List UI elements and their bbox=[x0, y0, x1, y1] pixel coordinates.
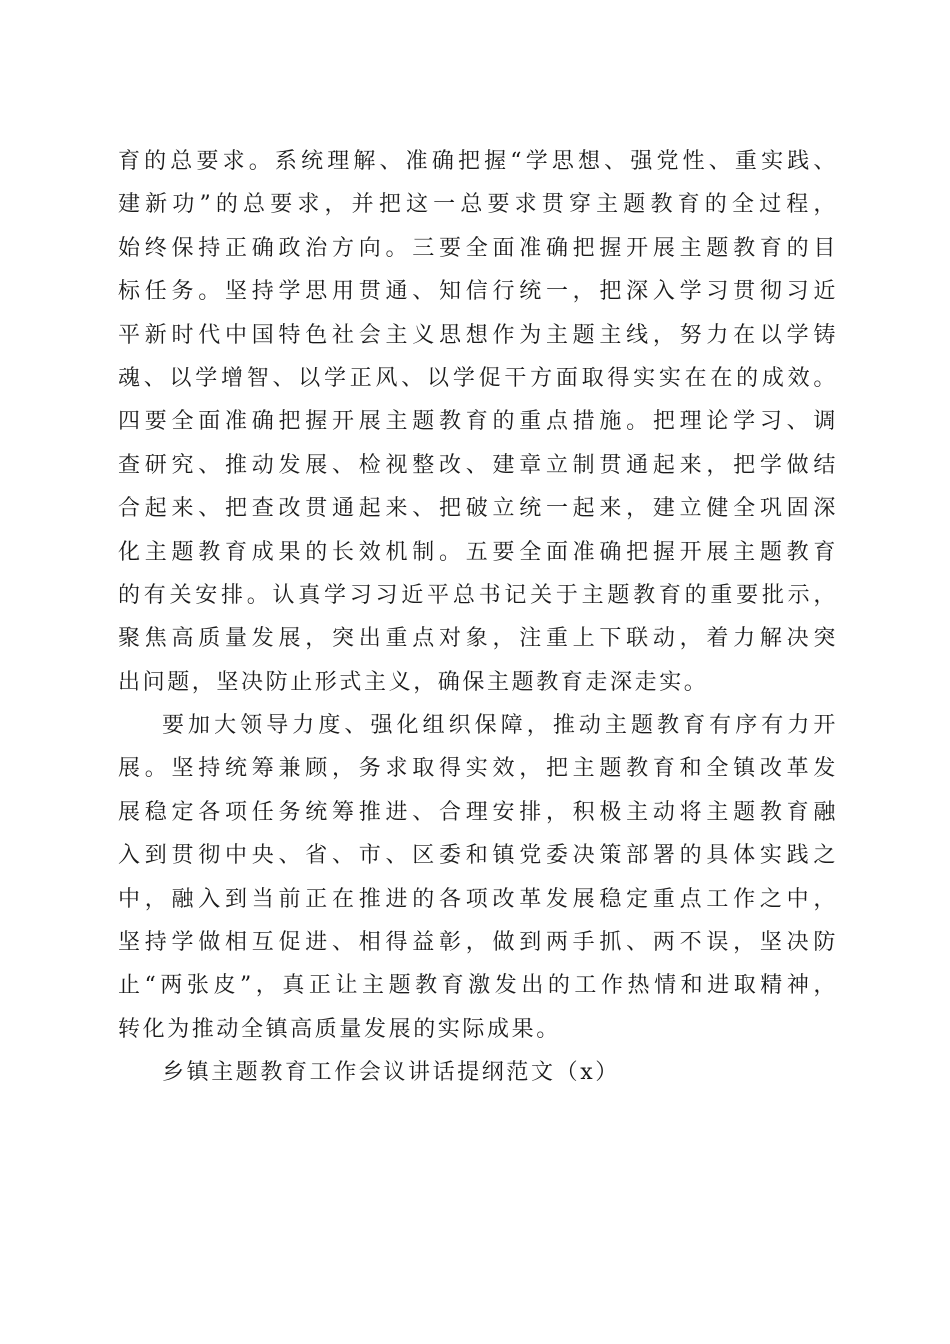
text-line: 育的总要求。系统理解、准确把握“学思想、强党性、重实践、 bbox=[118, 149, 838, 174]
text-line: 聚焦高质量发展，突出重点对象，注重上下联动，着力解决突 bbox=[118, 626, 838, 652]
paragraph-2 bbox=[118, 704, 838, 1051]
document-title-paragraph bbox=[118, 1051, 838, 1094]
text-line: 平新时代中国特色社会主义思想作为主题主线，努力在以学铸 bbox=[118, 322, 838, 348]
text-line: 合起来、把查改贯通起来、把破立统一起来，建立健全巩固深 bbox=[118, 496, 838, 522]
document-body bbox=[118, 140, 838, 1095]
text-line: 查研究、推动发展、检视整改、建章立制贯通起来，把学做结 bbox=[118, 452, 838, 478]
text-line: 要加大领导力度、强化组织保障，推动主题教育有序有力开 bbox=[162, 713, 838, 739]
text-line: 的有关安排。认真学习习近平总书记关于主题教育的重要批示， bbox=[118, 582, 838, 608]
text-line: 中，融入到当前正在推进的各项改革发展稳定重点工作之中， bbox=[118, 886, 838, 912]
text-line: 标任务。坚持学思用贯通、知信行统一，把深入学习贯彻习近 bbox=[118, 279, 838, 305]
text-line: 四要全面准确把握开展主题教育的重点措施。把理论学习、调 bbox=[118, 409, 838, 435]
text-line: 坚持学做相互促进、相得益彰，做到两手抓、两不误，坚决防 bbox=[118, 930, 838, 956]
paragraph-1 bbox=[118, 140, 838, 704]
text-line: 魂、以学增智、以学正风、以学促干方面取得实实在在的成效。 bbox=[118, 365, 838, 391]
text-line: 建新功”的总要求，并把这一总要求贯穿主题教育的全过程， bbox=[118, 192, 838, 218]
text-line: 始终保持正确政治方向。三要全面准确把握开展主题教育的目 bbox=[118, 235, 838, 261]
text-line: 转化为推动全镇高质量发展的实际成果。 bbox=[118, 1016, 561, 1042]
text-line: 化主题教育成果的长效机制。五要全面准确把握开展主题教育 bbox=[118, 539, 838, 565]
document-title: 乡镇主题教育工作会议讲话提纲范文（x） bbox=[162, 1060, 620, 1086]
text-line: 出问题，坚决防止形式主义，确保主题教育走深走实。 bbox=[118, 669, 709, 695]
text-line: 入到贯彻中央、省、市、区委和镇党委决策部署的具体实践之 bbox=[118, 843, 838, 869]
text-line: 止“两张皮”，真正让主题教育激发出的工作热情和进取精神， bbox=[118, 973, 838, 999]
text-line: 展。坚持统筹兼顾，务求取得实效，把主题教育和全镇改革发 bbox=[118, 756, 838, 782]
text-line: 展稳定各项任务统筹推进、合理安排，积极主动将主题教育融 bbox=[118, 799, 838, 825]
